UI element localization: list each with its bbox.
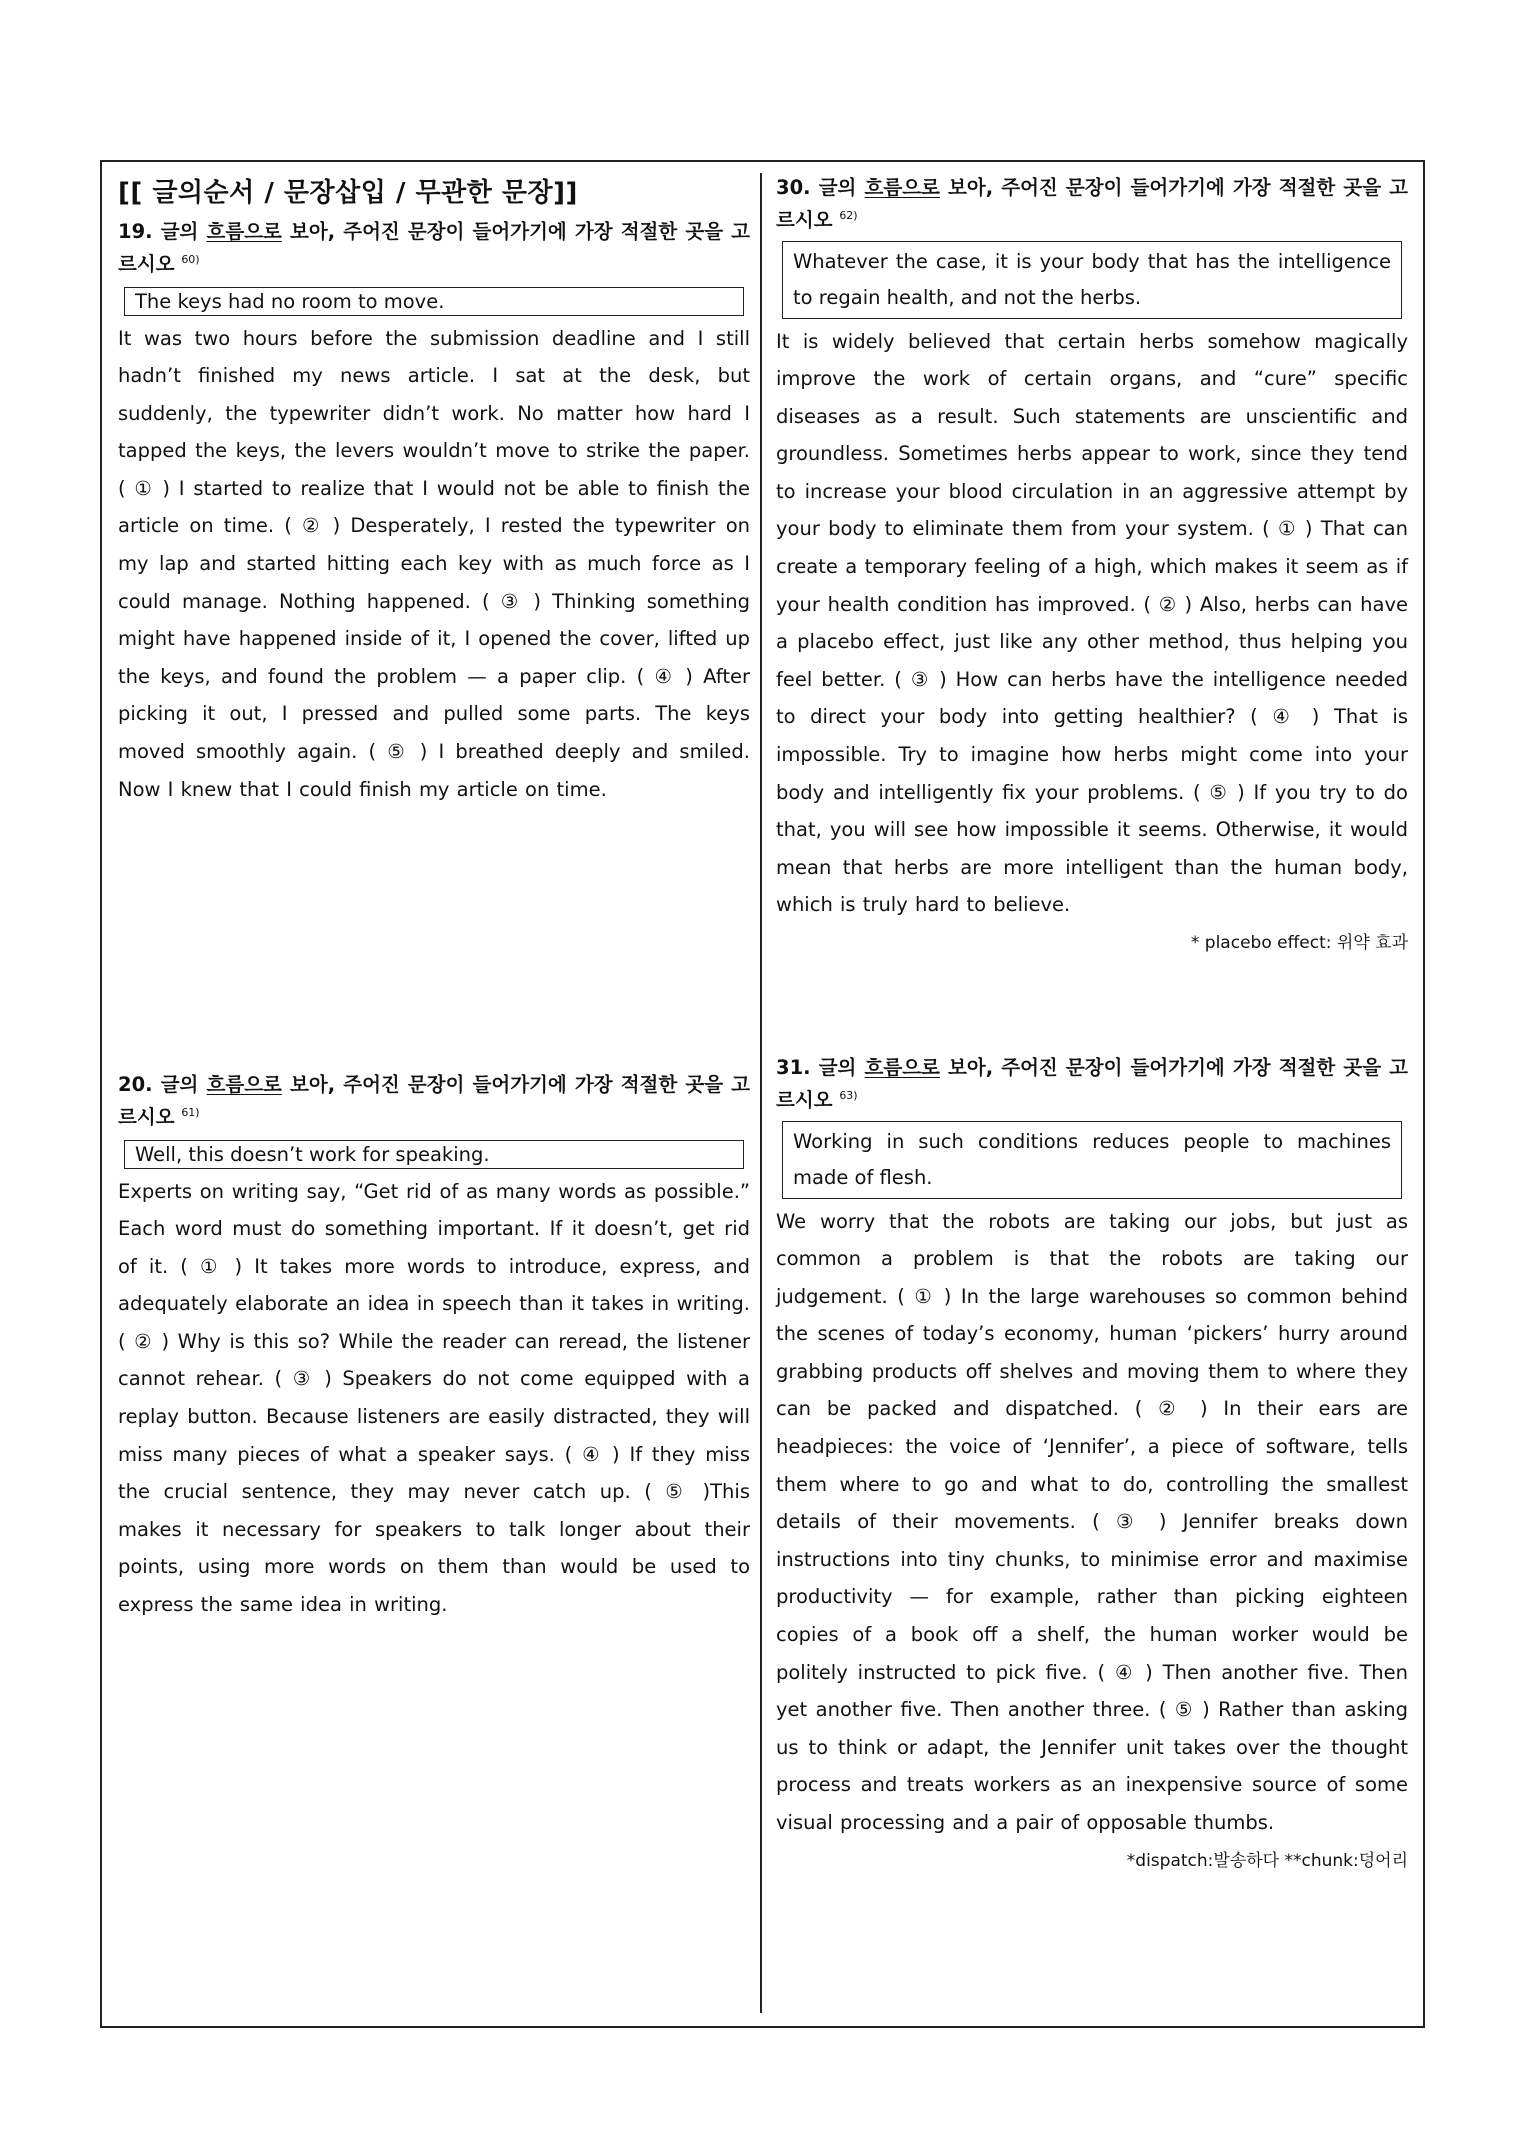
footnote-note: * placebo effect: 위약 효과: [1190, 933, 1408, 953]
question-20: [118, 1071, 750, 1624]
instruction-underlined: 흐름으로: [864, 1056, 940, 1079]
footnote-ref: 61): [181, 1106, 200, 1119]
given-sentence-box: Well, this doesn’t work for speaking.: [124, 1140, 744, 1169]
instruction-text: 보아, 주어진 문장이 들어가기에 가장 적절한 곳을 고르시오: [776, 176, 1409, 232]
instruction-text: 보아, 주어진 문장이 들어가기에 가장 적절한 곳을 고르시오: [118, 220, 751, 276]
footnote-ref: 60): [181, 253, 200, 266]
question-30-instruction: [776, 174, 1408, 235]
question-number: 31.: [776, 1056, 811, 1079]
footnote-ref: 62): [839, 209, 858, 222]
instruction-text: 글의: [160, 1073, 207, 1096]
question-number: 20.: [118, 1073, 153, 1096]
section-title: [[ 글의순서 / 문장삽입 / 무관한 문장]]: [118, 178, 578, 208]
passage: It is widely believed that certain herbs somehow magically improve the work of certain organs, and “cure” specific diseases as a result. Such statements are unscientific and groundless. Sometimes herbs appear to work, since they tend to increase your blood circulation in an aggressive attempt by your body to eliminate them from your system. ( ① ) That can create a temporary feeling of a high, which makes it seem as if your health condition has improved. ( ② ) Also, herbs can have a placebo effect, just like any other method, thus helping you feel better. ( ③ ) How can herbs have the intelligence needed to direct your body into getting healthier? ( ④ ) That is impossible. Try to imagine how herbs might come into your body and intelligently fix your problems. ( ⑤ ) If you try to do that, you will see how impossible it seems. Otherwise, it would mean that herbs are more intelligent than the human body, which is truly hard to believe.: [776, 329, 1408, 917]
instruction-text: 보아, 주어진 문장이 들어가기에 가장 적절한 곳을 고르시오: [118, 1073, 751, 1129]
passage: It was two hours before the submission deadline and I still hadn’t finished my news article. I sat at the desk, but suddenly, the typewriter didn’t work. No matter how hard I tapped the keys, the levers wouldn’t move to strike the paper. ( ① ) I started to realize that I would not be able to finish the article on time. ( ② ) Desperately, I rested the typewriter on my lap and started hitting each key with as much force as I could manage. Nothing happened. ( ③ ) Thinking something might have happened inside of it, I opened the cover, lifted up the keys, and found the problem — a paper clip. ( ④ ) After picking it out, I pressed and pulled some parts. The keys moved smoothly again. ( ⑤ ) I breathed deeply and smiled. Now I knew that I could finish my article on time.: [118, 326, 750, 801]
question-20-instruction: [118, 1071, 750, 1132]
instruction-text: 글의: [160, 220, 207, 243]
question-30: [776, 174, 1408, 953]
instruction-underlined: 흐름으로: [206, 1073, 282, 1096]
passage: We worry that the robots are taking our jobs, but just as common a problem is that the robots are taking our judgement. ( ① ) In the large warehouses so common behind the scenes of today’s economy, human ‘pickers’ hurry around grabbing products off shelves and moving them to where they can be packed and dispatched. ( ② ) In their ears are headpieces: the voice of ‘Jennifer’, a piece of software, tells them where to go and what to do, controlling the smallest details of their movements. ( ③ ) Jennifer breaks down instructions into tiny chunks, to minimise error and maximise productivity — for example, rather than picking eighteen copies of a book off a shelf, the human worker would be politely instructed to pick five. ( ④ ) Then another five. Then yet another five. Then another three. ( ⑤ ) Rather than asking us to think or adapt, the Jennifer unit takes over the thought process and treats workers as an inexpensive source of some visual processing and a pair of opposable thumbs.: [776, 1209, 1408, 1834]
given-sentence-box: The keys had no room to move.: [124, 287, 744, 316]
instruction-text: 보아, 주어진 문장이 들어가기에 가장 적절한 곳을 고르시오: [776, 1056, 1409, 1112]
footnote-note: *dispatch:발송하다 **chunk:덩어리: [1126, 1850, 1408, 1871]
column-divider: [760, 173, 762, 2013]
question-31: [776, 1054, 1408, 1871]
instruction-underlined: 흐름으로: [864, 176, 940, 199]
passage: Experts on writing say, “Get rid of as many words as possible.” Each word must do something important. If it doesn’t, get rid of it. ( ① ) It takes more words to introduce, express, and adequately elaborate an idea in speech than it takes in writing. ( ② ) Why is this so? While the reader can reread, the listener cannot rehear. ( ③ ) Speakers do not come equipped with a replay button. Because listeners are easily distracted, they will miss many pieces of what a speaker says. ( ④ ) If they miss the crucial sentence, they may never catch up. ( ⑤ )This makes it necessary for speakers to talk longer about their points, using more words on them than would be used to express the same idea in writing.: [118, 1179, 750, 1617]
question-19-instruction: [118, 218, 750, 279]
question-number: 30.: [776, 176, 811, 199]
question-number: 19.: [118, 220, 153, 243]
instruction-text: 글의: [818, 1056, 865, 1079]
given-sentence-box: Working in such conditions reduces people to machines made of flesh.: [782, 1121, 1402, 1199]
given-sentence-box: Whatever the case, it is your body that has the intelligence to regain health, and not the herbs.: [782, 241, 1402, 319]
instruction-text: 글의: [818, 176, 865, 199]
question-19: [118, 218, 750, 808]
question-31-instruction: [776, 1054, 1408, 1115]
footnote-ref: 63): [839, 1089, 858, 1102]
instruction-underlined: 흐름으로: [206, 220, 282, 243]
